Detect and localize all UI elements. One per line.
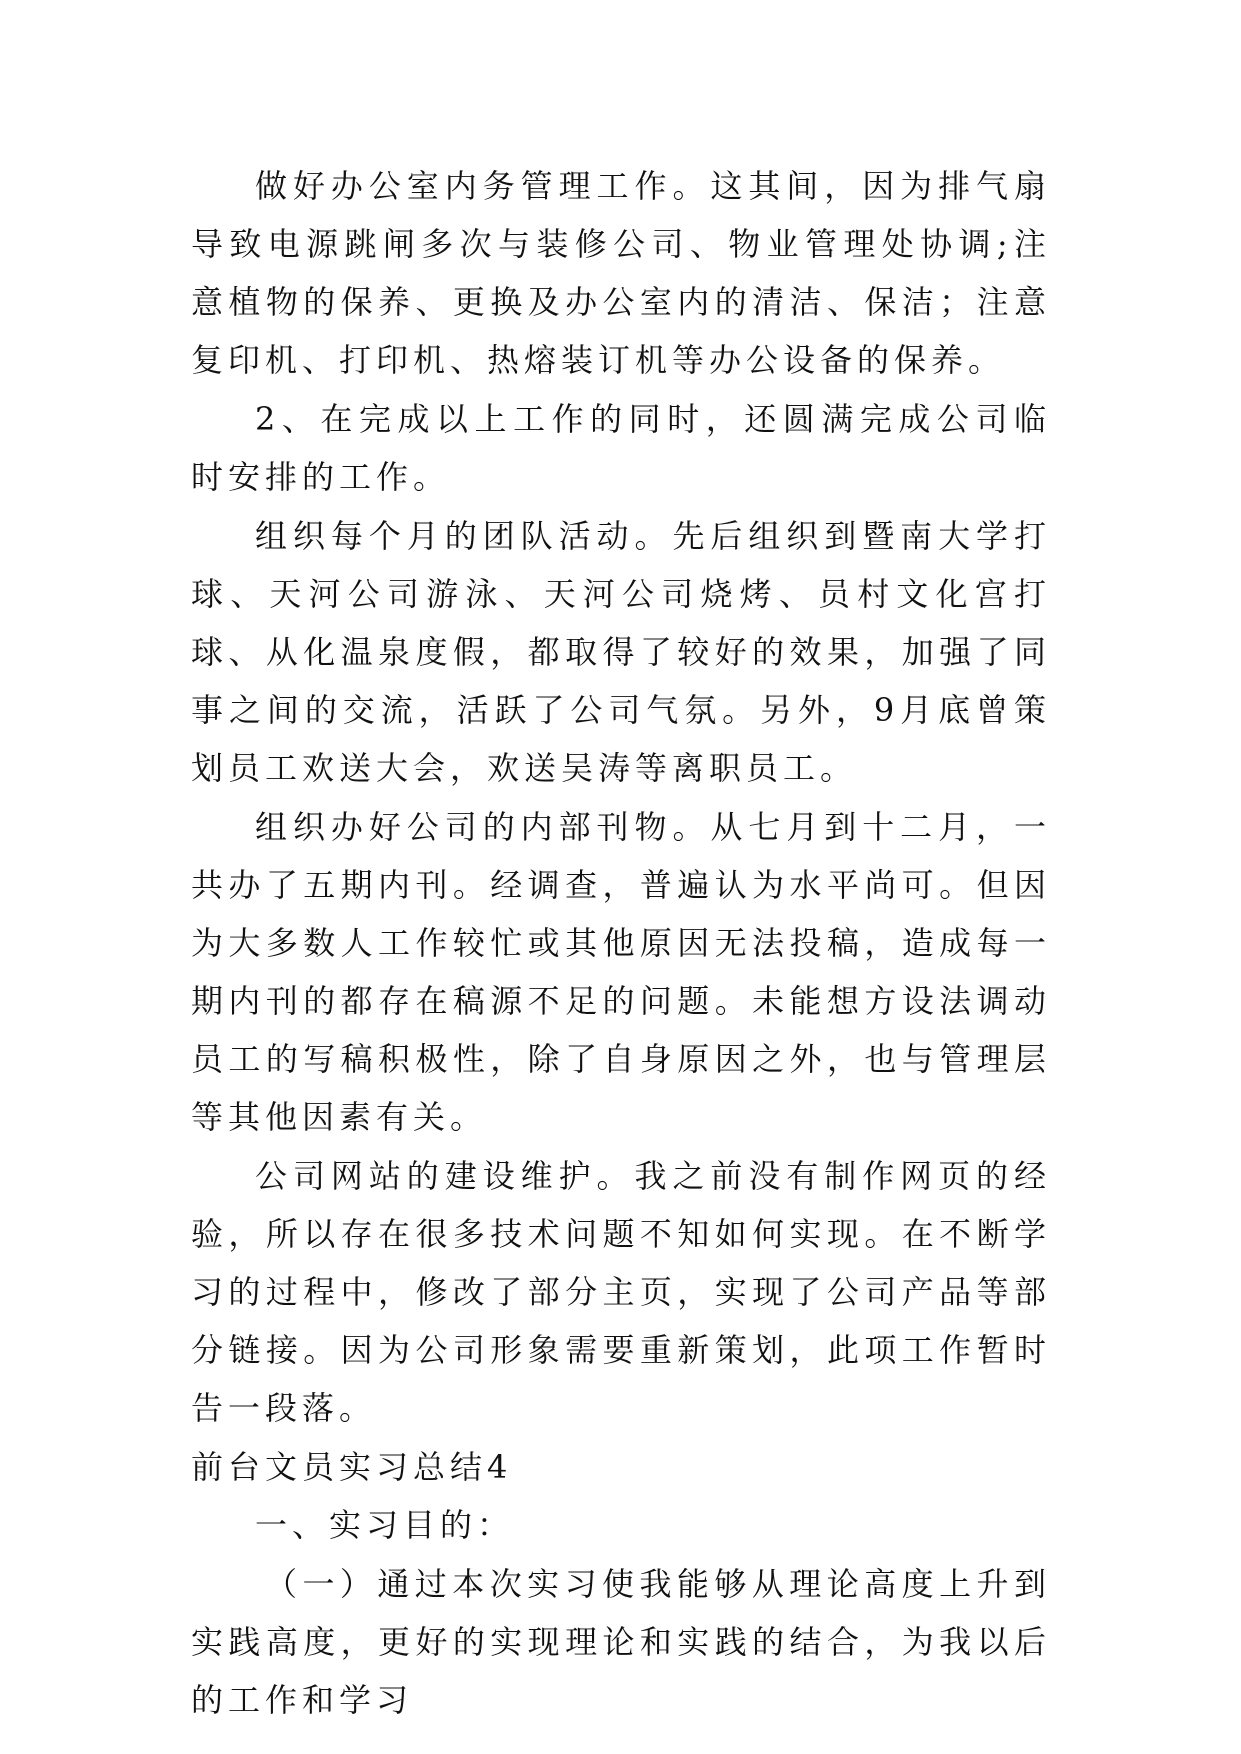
paragraph-temporary-tasks: 2、在完成以上工作的同时，还圆满完成公司临时安排的工作。 (191, 400, 1051, 496)
paragraph-team-activities: 组织每个月的团队活动。先后组织到暨南大学打球、天河公司游泳、天河公司烧烤、员村文化宫打球、从化温泉度假，都取得了较好的效果，加强了同事之间的交流，活跃了公司气氛。另外，9月底曾策划员工欢送大会，欢送吴涛等离职员工。 (191, 517, 1051, 787)
section-heading: 前台文员实习总结4 (191, 1448, 513, 1486)
paragraph-purpose-one: （一）通过本次实习使我能够从理论高度上升到实践高度，更好的实现理论和实践的结合，为我以后的工作和学习 (191, 1565, 1051, 1719)
document-body (191, 157, 1051, 1730)
paragraph-website-maintenance: 公司网站的建设维护。我之前没有制作网页的经验，所以存在很多技术问题不知如何实现。在不断学习的过程中，修改了部分主页，实现了公司产品等部分链接。因为公司形象需要重新策划，此项工作暂时告一段落。 (191, 1157, 1051, 1427)
paragraph-internal-magazine: 组织办好公司的内部刊物。从七月到十二月，一共办了五期内刊。经调查，普遍认为水平尚可。但因为大多数人工作较忙或其他原因无法投稿，造成每一期内刊的都存在稿源不足的问题。未能想方设法调动员工的写稿积极性，除了自身原因之外，也与管理层等其他因素有关。 (191, 808, 1051, 1136)
subheading-internship-purpose: 一、实习目的： (255, 1506, 515, 1544)
paragraph-office-management: 做好办公室内务管理工作。这其间，因为排气扇导致电源跳闸多次与装修公司、物业管理处协调;注意植物的保养、更换及办公室内的清洁、保洁；注意复印机、打印机、热熔装订机等办公设备的保养。 (191, 167, 1051, 379)
